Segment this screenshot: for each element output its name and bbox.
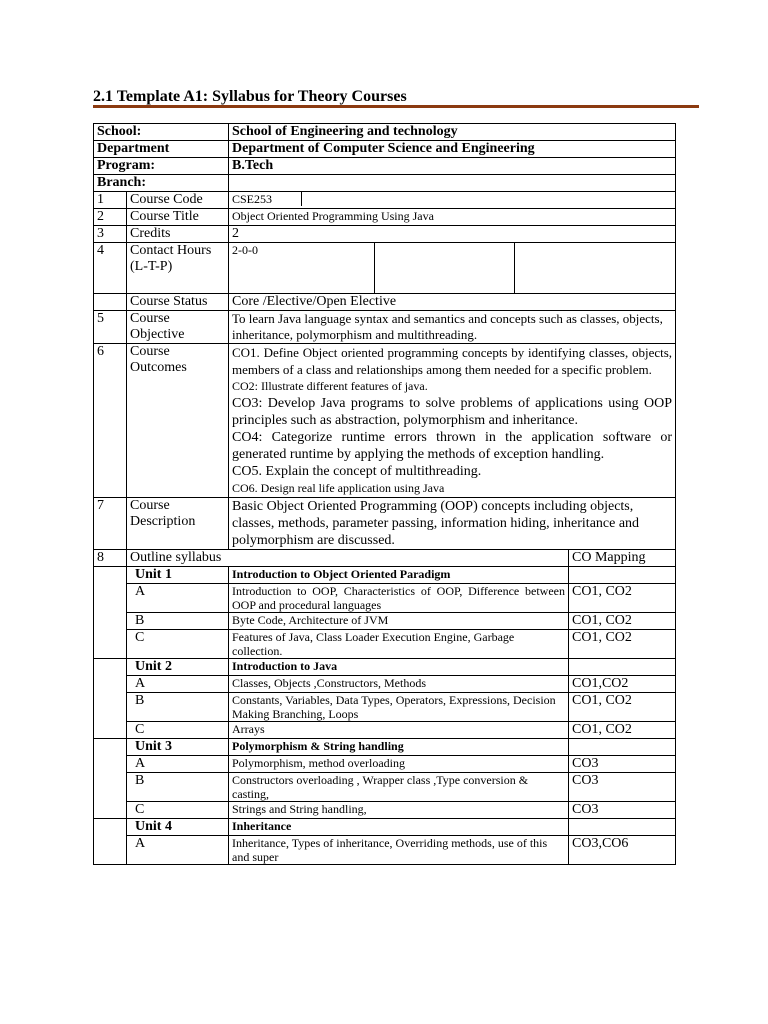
unit-title: Polymorphism & String handling [229,739,569,756]
row-number: 6 [94,344,127,498]
header-row-department [94,141,676,158]
outcome-item: CO5. Explain the concept of multithreading. [232,464,482,479]
header-label: School: [94,124,229,141]
topic-letter: B [127,613,229,630]
topic-letter: B [127,693,229,722]
unit-header-row [94,739,676,756]
header-row-program [94,158,676,175]
outcome-item: CO3: Develop Java programs to solve problems of applications using OOP principles such as abstraction, polymorphism and inheritance. [232,396,673,428]
header-value: B.Tech [229,158,676,175]
course-code-value: CSE253 [229,192,302,206]
row-number: 3 [94,226,127,243]
row-outline-syllabus [94,550,676,567]
co-mapping: CO1,CO2 [569,676,676,693]
unit-label: Unit 3 [127,739,229,756]
header-label: Department [94,141,229,158]
outcome-item: CO1. Define Object oriented programming concepts by identifying classes, objects, members of a class and relationships among them needed for a specific problem. [232,345,673,377]
topic-row [94,802,676,819]
unit-title: Inheritance [229,819,569,836]
co-mapping: CO3 [569,773,676,802]
row-course-outcomes [94,344,676,498]
co-mapping: CO1, CO2 [569,584,676,613]
topic-letter: C [127,722,229,739]
outcome-item: CO6. Design real life application using Java [232,481,445,495]
row-value: Object Oriented Programming Using Java [229,209,676,226]
row-number: 8 [94,550,127,567]
row-label: Contact Hours (L-T-P) [127,243,229,294]
unit-title: Introduction to Java [229,659,569,676]
topic-letter: A [127,584,229,613]
topic-letter: C [127,630,229,659]
row-number [94,294,127,311]
topic-letter: A [127,836,229,865]
row-course-title [94,209,676,226]
topic-text: Arrays [229,722,569,739]
unit-label: Unit 2 [127,659,229,676]
topic-row [94,836,676,865]
row-value: Core /Elective/Open Elective [229,294,676,311]
unit-label: Unit 4 [127,819,229,836]
header-row-school [94,124,676,141]
topic-row [94,676,676,693]
co-mapping: CO1, CO2 [569,613,676,630]
header-label: Branch: [94,175,229,192]
row-label: Course Status [127,294,229,311]
row-value: 2-0-0 [229,243,375,294]
row-course-code [94,192,676,209]
topic-letter: C [127,802,229,819]
co-mapping: CO3 [569,802,676,819]
topic-letter: A [127,756,229,773]
row-course-description [94,498,676,550]
topic-row [94,756,676,773]
row-value: To learn Java language syntax and semantics and concepts such as classes, objects, inheritance, polymorphism and multithreading. [229,311,676,344]
row-contact-hours [94,243,676,294]
topic-row [94,584,676,613]
topic-row [94,693,676,722]
header-value: Department of Computer Science and Engineering [229,141,676,158]
units-body [94,567,676,865]
outcome-item: CO4: Categorize runtime errors thrown in the application software or generated runtime by applying the methods of exception handling. [232,430,673,462]
unit-title: Introduction to Object Oriented Paradigm [229,567,569,584]
topic-letter: A [127,676,229,693]
topic-row [94,722,676,739]
topic-text: Constructors overloading , Wrapper class ,Type conversion & casting, [229,773,569,802]
co-mapping: CO1, CO2 [569,630,676,659]
topic-text: Byte Code, Architecture of JVM [229,613,569,630]
header-label: Program: [94,158,229,175]
outcome-item: CO2: Illustrate different features of java. [232,379,428,393]
unit-label: Unit 1 [127,567,229,584]
co-mapping-header: CO Mapping [569,550,676,567]
row-value: Basic Object Oriented Programming (OOP) concepts including objects, classes, methods, parameter passing, information hiding, inheritance and polymorphism are discussed. [229,498,676,550]
unit-header-row [94,659,676,676]
topic-text: Polymorphism, method overloading [229,756,569,773]
row-number: 7 [94,498,127,550]
syllabus-table [93,123,676,865]
topic-text: Introduction to OOP, Characteristics of OOP, Difference between OOP and procedural languages [229,584,569,613]
row-course-status [94,294,676,311]
header-value: School of Engineering and technology [229,124,676,141]
row-number: 4 [94,243,127,294]
row-number: 5 [94,311,127,344]
row-label: Course Code [127,192,229,209]
row-label: Course Objective [127,311,229,344]
topic-letter: B [127,773,229,802]
topic-row [94,613,676,630]
topic-text: Inheritance, Types of inheritance, Overriding methods, use of this and super [229,836,569,865]
header-value [229,175,676,192]
row-label: Course Title [127,209,229,226]
heading-underline [93,105,699,108]
header-row-branch [94,175,676,192]
row-label: Course Description [127,498,229,550]
topic-text: Classes, Objects ,Constructors, Methods [229,676,569,693]
page-heading: 2.1 Template A1: Syllabus for Theory Courses [93,88,407,105]
row-label: Outline syllabus [127,550,569,567]
row-course-objective [94,311,676,344]
row-label: Course Outcomes [127,344,229,498]
topic-text: Constants, Variables, Data Types, Operators, Expressions, Decision Making Branching, Loops [229,693,569,722]
row-number: 2 [94,209,127,226]
co-mapping: CO3 [569,756,676,773]
unit-header-row [94,819,676,836]
co-mapping: CO1, CO2 [569,693,676,722]
topic-text: Strings and String handling, [229,802,569,819]
unit-header-row [94,567,676,584]
co-mapping: CO1, CO2 [569,722,676,739]
row-credits [94,226,676,243]
topic-row [94,773,676,802]
row-number: 1 [94,192,127,209]
topic-text: Features of Java, Class Loader Execution Engine, Garbage collection. [229,630,569,659]
topic-row [94,630,676,659]
row-value: 2 [229,226,676,243]
row-label: Credits [127,226,229,243]
co-mapping: CO3,CO6 [569,836,676,865]
